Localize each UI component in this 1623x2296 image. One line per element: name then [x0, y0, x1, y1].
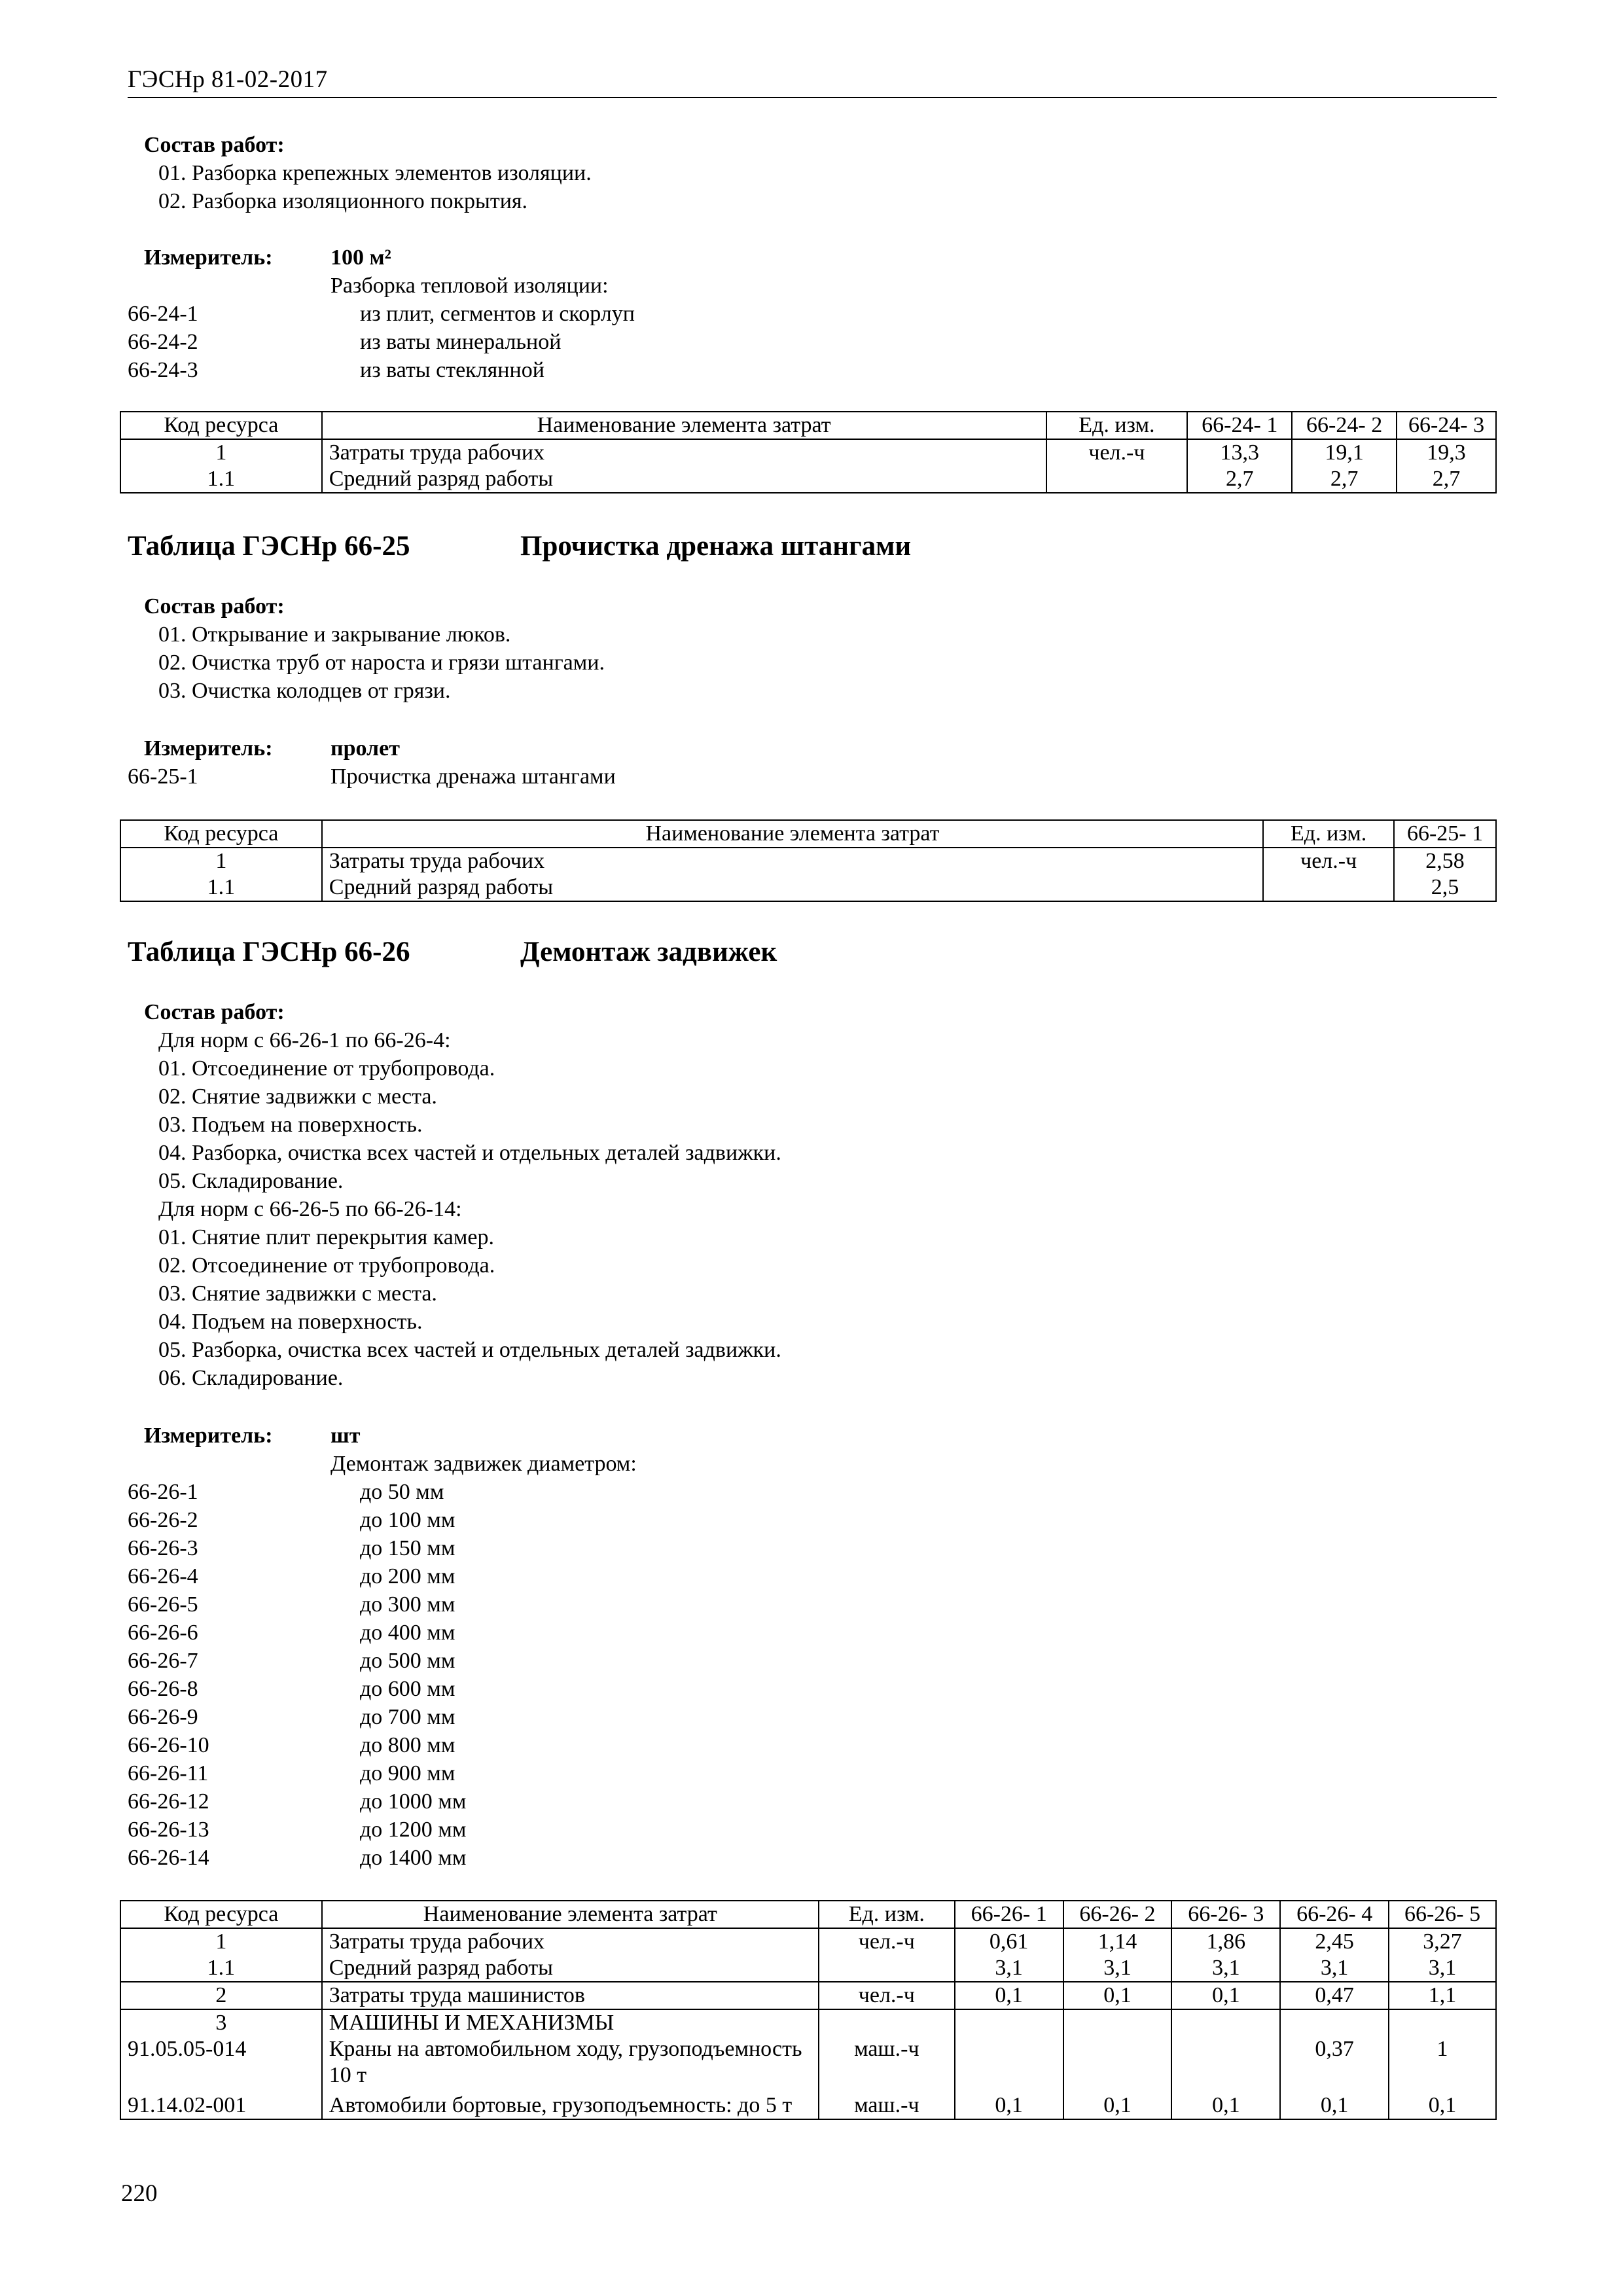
work-item: 06. Складирование.: [158, 1366, 344, 1390]
header-cell: 66-26- 5: [1389, 1901, 1496, 1928]
table-row: [120, 2089, 1496, 2119]
norm-code: 66-26-13: [128, 1818, 209, 1842]
norm-name: до 200 мм: [360, 1564, 455, 1588]
norm-code: 66-26-12: [128, 1789, 209, 1814]
work-item: 01. Разборка крепежных элементов изоляции.: [158, 161, 592, 185]
header-cell: Код ресурса: [120, 412, 322, 439]
izm-label: Измеритель:: [144, 1424, 273, 1448]
work-item: 05. Складирование.: [158, 1169, 344, 1193]
value-cell: [1063, 2036, 1172, 2089]
norm-name: до 900 мм: [360, 1761, 455, 1785]
header-cell: 66-24- 3: [1397, 412, 1496, 439]
value-cell: [955, 2036, 1063, 2089]
section-title: Демонтаж задвижек: [520, 937, 777, 967]
norm-code: 66-26-9: [128, 1705, 198, 1729]
norm-name: из ваты стеклянной: [360, 358, 544, 382]
value-cell: [955, 2009, 1063, 2036]
cost-element: Затраты труда рабочих: [322, 439, 1046, 466]
value-cell: [1171, 2036, 1280, 2089]
value-cell: 0,1: [1171, 2089, 1280, 2119]
header-cell: Ед. изм.: [819, 1901, 955, 1928]
page-number: 220: [121, 2180, 158, 2207]
value-cell: 0,1: [1171, 1982, 1280, 2009]
norm-code: 66-26-2: [128, 1508, 198, 1532]
norm-code: 66-26-3: [128, 1536, 198, 1560]
work-item: 05. Разборка, очистка всех частей и отдельных деталей задвижки.: [158, 1338, 781, 1362]
norm-table-66-25: [120, 819, 1497, 902]
work-item: 02. Снятие задвижки с места.: [158, 1085, 437, 1109]
izm-value: шт: [330, 1424, 361, 1448]
unit: [819, 2009, 955, 2036]
table-header-row: [120, 820, 1496, 848]
izm-label: Измеритель:: [144, 736, 273, 761]
resource-code: 91.05.05-014: [120, 2036, 322, 2089]
header-cell: Код ресурса: [120, 1901, 322, 1928]
cost-element: Автомобили бортовые, грузоподъемность: до 5 т: [322, 2089, 819, 2119]
header-cell: 66-26- 2: [1063, 1901, 1172, 1928]
value-cell: 0,1: [1389, 2089, 1496, 2119]
header-cell: Наименование элемента затрат: [322, 412, 1046, 439]
izm-value: пролет: [330, 736, 400, 761]
header-cell: 66-26- 3: [1171, 1901, 1280, 1928]
table-header-row: [120, 412, 1496, 439]
work-item: 01. Открывание и закрывание люков.: [158, 622, 511, 647]
izm-value: 100 м²: [330, 245, 391, 270]
document-header: ГЭСНр 81-02-2017: [128, 66, 328, 93]
norm-table-66-24: [120, 411, 1497, 493]
table-row: [120, 1955, 1496, 1982]
norm-caption: Демонтаж задвижек диаметром:: [330, 1452, 637, 1476]
header-cell: Наименование элемента затрат: [322, 1901, 819, 1928]
table-row: [120, 2009, 1496, 2036]
norm-code: 66-24-2: [128, 330, 198, 354]
cost-element: Средний разряд работы: [322, 466, 1046, 493]
resource-code: 91.14.02-001: [120, 2089, 322, 2119]
unit: маш.-ч: [819, 2089, 955, 2119]
table-row: [120, 848, 1496, 874]
unit: [1263, 874, 1394, 901]
work-item: 02. Отсоединение от трубопровода.: [158, 1253, 495, 1278]
value-cell: [1280, 2009, 1389, 2036]
header-cell: Наименование элемента затрат: [322, 820, 1263, 848]
norm-name: до 300 мм: [360, 1592, 455, 1617]
norm-code: 66-26-10: [128, 1733, 209, 1757]
cost-element: Средний разряд работы: [322, 874, 1263, 901]
resource-code: 1: [120, 1928, 322, 1955]
norm-name: до 400 мм: [360, 1621, 455, 1645]
norm-name: до 500 мм: [360, 1649, 455, 1673]
norm-code: 66-24-3: [128, 358, 198, 382]
resource-code: 1.1: [120, 1955, 322, 1982]
norm-name: из плит, сегментов и скорлуп: [360, 302, 635, 326]
cost-element: Затраты труда рабочих: [322, 848, 1263, 874]
norm-name: до 700 мм: [360, 1705, 455, 1729]
unit: [1046, 466, 1188, 493]
value-cell: 0,1: [1063, 1982, 1172, 2009]
cost-element: Затраты труда рабочих: [322, 1928, 819, 1955]
work-item: 02. Разборка изоляционного покрытия.: [158, 189, 528, 213]
header-cell: 66-24- 2: [1292, 412, 1397, 439]
header-cell: 66-24- 1: [1187, 412, 1292, 439]
table-title: Таблица ГЭСНр 66-26: [128, 937, 410, 967]
norm-name: до 600 мм: [360, 1677, 455, 1701]
value-cell: 3,1: [1389, 1955, 1496, 1982]
table-header-row: [120, 1901, 1496, 1928]
table-row: [120, 1982, 1496, 2009]
resource-code: 1: [120, 848, 322, 874]
value-cell: 0,1: [1063, 2089, 1172, 2119]
unit: чел.-ч: [1263, 848, 1394, 874]
work-item: 03. Подъем на поверхность.: [158, 1113, 423, 1137]
norm-code: 66-26-8: [128, 1677, 198, 1701]
table-row: [120, 874, 1496, 901]
unit: [819, 1955, 955, 1982]
value-cell: 1: [1389, 2036, 1496, 2089]
value-cell: 2,5: [1394, 874, 1496, 901]
value-cell: 3,1: [955, 1955, 1063, 1982]
value-cell: 0,1: [1280, 2089, 1389, 2119]
norm-code: 66-26-5: [128, 1592, 198, 1617]
norm-code: 66-26-11: [128, 1761, 209, 1785]
norm-name: до 1400 мм: [360, 1846, 467, 1870]
value-cell: 3,1: [1171, 1955, 1280, 1982]
norm-code: 66-26-7: [128, 1649, 198, 1673]
header-cell: 66-26- 1: [955, 1901, 1063, 1928]
value-cell: 0,1: [955, 1982, 1063, 2009]
table-row: [120, 1928, 1496, 1955]
norm-code: 66-24-1: [128, 302, 198, 326]
header-cell: 66-26- 4: [1280, 1901, 1389, 1928]
norm-name: до 800 мм: [360, 1733, 455, 1757]
unit: чел.-ч: [819, 1982, 955, 2009]
resource-code: 1.1: [120, 466, 322, 493]
header-cell: Ед. изм.: [1263, 820, 1394, 848]
norm-caption: Разборка тепловой изоляции:: [330, 274, 609, 298]
norm-name: до 150 мм: [360, 1536, 455, 1560]
cost-element: МАШИНЫ И МЕХАНИЗМЫ: [322, 2009, 819, 2036]
value-cell: 1,86: [1171, 1928, 1280, 1955]
header-cell: 66-25- 1: [1394, 820, 1496, 848]
work-item: 03. Снятие задвижки с места.: [158, 1282, 437, 1306]
value-cell: 1,1: [1389, 1982, 1496, 2009]
value-cell: 19,3: [1397, 439, 1496, 466]
unit: чел.-ч: [1046, 439, 1188, 466]
value-cell: 3,27: [1389, 1928, 1496, 1955]
work-item: 02. Очистка труб от нароста и грязи штангами.: [158, 651, 605, 675]
value-cell: 2,7: [1187, 466, 1292, 493]
header-cell: Ед. изм.: [1046, 412, 1188, 439]
value-cell: 13,3: [1187, 439, 1292, 466]
norm-name: до 100 мм: [360, 1508, 455, 1532]
value-cell: 0,61: [955, 1928, 1063, 1955]
izm-label: Измеритель:: [144, 245, 273, 270]
norm-code: 66-26-14: [128, 1846, 209, 1870]
section-title: Прочистка дренажа штангами: [520, 531, 912, 562]
value-cell: 0,37: [1280, 2036, 1389, 2089]
work-item: 03. Очистка колодцев от грязи.: [158, 679, 451, 703]
norm-code: 66-26-6: [128, 1621, 198, 1645]
unit: чел.-ч: [819, 1928, 955, 1955]
norm-table-66-26: [120, 1900, 1497, 2120]
sostav-label: Состав работ:: [144, 594, 285, 619]
norm-name: до 1200 мм: [360, 1818, 467, 1842]
cost-element: Краны на автомобильном ходу, грузоподъемность 10 т: [322, 2036, 819, 2089]
resource-code: 3: [120, 2009, 322, 2036]
work-item: Для норм с 66-26-5 по 66-26-14:: [158, 1197, 462, 1221]
value-cell: 2,7: [1292, 466, 1397, 493]
work-item: 04. Подъем на поверхность.: [158, 1310, 423, 1334]
work-item: 01. Отсоединение от трубопровода.: [158, 1056, 495, 1081]
norm-name: до 50 мм: [360, 1480, 444, 1504]
work-item: 04. Разборка, очистка всех частей и отдельных деталей задвижки.: [158, 1141, 781, 1165]
value-cell: 0,1: [955, 2089, 1063, 2119]
value-cell: 0,47: [1280, 1982, 1389, 2009]
table-row: [120, 439, 1496, 466]
cost-element: Средний разряд работы: [322, 1955, 819, 1982]
work-item: Для норм с 66-26-1 по 66-26-4:: [158, 1028, 451, 1052]
norm-name: Прочистка дренажа штангами: [330, 764, 616, 789]
value-cell: 2,7: [1397, 466, 1496, 493]
table-title: Таблица ГЭСНр 66-25: [128, 531, 410, 562]
sostav-label: Состав работ:: [144, 133, 285, 157]
work-item: 01. Снятие плит перекрытия камер.: [158, 1225, 495, 1249]
header-rule: [128, 97, 1497, 98]
norm-name: из ваты минеральной: [360, 330, 562, 354]
norm-code: 66-26-1: [128, 1480, 198, 1504]
norm-code: 66-25-1: [128, 764, 198, 789]
value-cell: 2,58: [1394, 848, 1496, 874]
value-cell: 19,1: [1292, 439, 1397, 466]
cost-element: Затраты труда машинистов: [322, 1982, 819, 2009]
norm-code: 66-26-4: [128, 1564, 198, 1588]
value-cell: 1,14: [1063, 1928, 1172, 1955]
unit: маш.-ч: [819, 2036, 955, 2089]
table-row: [120, 2036, 1496, 2089]
sostav-label: Состав работ:: [144, 1000, 285, 1024]
value-cell: [1063, 2009, 1172, 2036]
value-cell: [1171, 2009, 1280, 2036]
header-cell: Код ресурса: [120, 820, 322, 848]
value-cell: 2,45: [1280, 1928, 1389, 1955]
value-cell: 3,1: [1063, 1955, 1172, 1982]
resource-code: 1.1: [120, 874, 322, 901]
table-row: [120, 466, 1496, 493]
resource-code: 2: [120, 1982, 322, 2009]
resource-code: 1: [120, 439, 322, 466]
value-cell: [1389, 2009, 1496, 2036]
norm-name: до 1000 мм: [360, 1789, 467, 1814]
value-cell: 3,1: [1280, 1955, 1389, 1982]
